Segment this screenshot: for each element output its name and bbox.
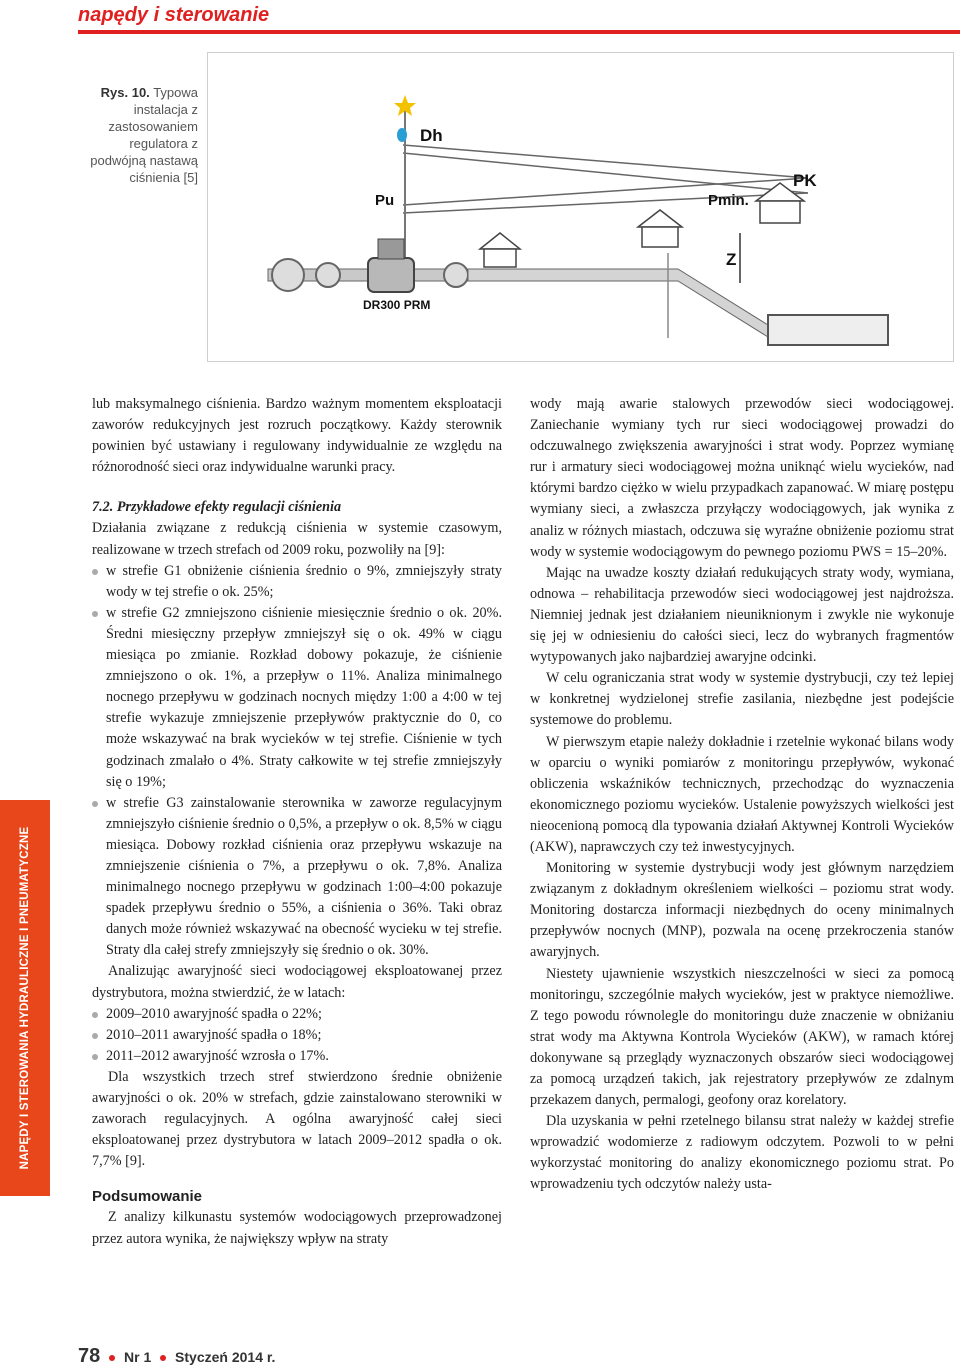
- header-rule: [78, 30, 960, 34]
- bullet-dot-icon: [160, 1355, 166, 1361]
- issue-number: Nr 1: [124, 1349, 152, 1365]
- list-item: w strefie G2 zmniejszono ciśnienie miesięcznie średnio o ok. 20%. Średni miesięczny przepływ zmniejszył się o ok. 49% w ciągu miesiąca po zmianie. Rozkład dobowy pokazuje, że ciśnienie zmniejszono o ok. 1%, a przepływ o 11%. Analiza minimalnego nocnego przepływu w godzinach nocnych między 1:00 a 4:00 w tej strefie wykazuje zmniejszenie przepływów praktycznie do 0, co może wskazywać na brak wycieków w tej strefie. Ciśnienie w tych godzinach zmalało o 4%. Straty całkowite w tej strefie zmniejszyły się o 19%;: [92, 603, 502, 793]
- summary-title: Podsumowanie: [92, 1188, 203, 1206]
- list-item: w strefie G3 zainstalowanie sterownika w zaworze regulacyjnym zmniejszyło ciśnienie średnio o 0,5%, a przepływ o ok. 8,5% w ciągu miesiąca. Dobowy rozkład ciśnienia oraz przepływu wskazuje na zmniejszenie ciśnienia o 7%, a przepływu o ok. 7,8%. Analiza minimalnego nocnego przepływu w godzinach 1:00–4:00 pokazuje spadek przepływu średnio o 55%, a ciśnienia o 36%. Taki obraz danych może również wskazywać na obecność wycieku w tej strefie. Straty dla całej strefy zmniejszyły się średnio o ok. 30%.: [92, 793, 502, 962]
- tank: [768, 315, 888, 345]
- left-paragraph-5: Z analizy kilkunastu systemów wodociągowych przeprowadzonej przez autora wynika, że największy wpływ na straty: [92, 1209, 502, 1247]
- right-paragraph-7: Dla uzyskania w pełni rzetelnego bilansu strat należy w każdej strefie wprowadzić wodomierze z radiowym odczytem. Pozwoli to w pełni wykorzystać monitoring do analizy ekonomicznego poziomu strat. Po wprowadzeniu tych odczytów należy usta-: [530, 1113, 954, 1193]
- label-pmin: Pmin.: [708, 192, 749, 209]
- right-paragraph-5: Monitoring w systemie dystrybucji wody jest głównym narzędziem związanym z dokładnym określeniem wielkości – poziomu strat wody. Monitoring dostarcza informacji niezbędnych do oceny minimalnych przepływów nocnych (MNP), pozwala na ocenę przekroczenia stanów awaryjnych.: [530, 860, 954, 961]
- installation-diagram: [208, 53, 953, 361]
- figure-diagram: [207, 52, 954, 362]
- right-paragraph-3: W celu ograniczania strat wody w systemie dystrybucji, czy też lepiej w konkretnej wydzielonej strefie zasilania, niezbędne jest podejście systemowe do problemu.: [530, 670, 954, 729]
- pipe-flange-right: [444, 263, 468, 287]
- sidebar-text: NAPĘDY I STEROWANIA HYDRAULICZNE I PNEUMATYCZNE: [19, 826, 31, 1170]
- left-paragraph-4: Dla wszystkich trzech stref stwierdzono średnie obniżenie awaryjności o ok. 20% w strefach, gdzie zainstalowano sterowniki w zaworach regulacyjnych. A ogólna awaryjność całej sieci eksploatowanej przez dystrybutora w latach 2009–2012 spadła o ok. 7,7% [9].: [92, 1068, 502, 1170]
- issue-date: Styczeń 2014 r.: [175, 1349, 276, 1365]
- label-valve: DR300 PRM: [363, 298, 431, 312]
- right-paragraph-4: W pierwszym etapie należy dokładnie i rzetelnie wykonać bilans wody w oparciu o wyniki pomiarów z monitoringu przepływów, wykonać obliczenia wskaźników technicznych, przechodząc do wyznaczenia ekonomicznego poziomu wycieków. Ustalenie powyższych wielkości jest nieocenioną pomocą dla typowania działań Aktywnej Kontroli Wycieków (AKW), naprawczych czy też inwestycyjnych.: [530, 733, 954, 855]
- right-paragraph-6: Niestety ujawnienie wszystkich nieszczelności w sieci za pomocą monitoringu, szczególnie małych wycieków, jest w praktyce niemożliwe. Z tego powodu równolegle do monitoringu duże znaczenie w obniżaniu strat wody ma Aktywna Kontrola Wycieków (AKW), w ramach której dokonywane są przeglądy wyznaczonych obszarów sieci wodociągowej za pomocą urządzeń takich, jak rejestratory przepływów ze zdalnym przekazem danych, permalogi, geofony oraz korelatory.: [530, 965, 954, 1109]
- sloped-pipe: [468, 269, 768, 337]
- list-item: 2011–2012 awaryjność wzrosła o 17%.: [92, 1046, 502, 1067]
- valve-pilot: [378, 239, 404, 259]
- page-footer: [78, 1345, 275, 1368]
- list-item: w strefie G1 obniżenie ciśnienia średnio o 9%, zmniejszyły straty wody w tej strefie o ok. 25%;: [92, 561, 502, 603]
- label-pu: Pu: [375, 192, 395, 209]
- list-item: 2010–2011 awaryjność spadła o 18%;: [92, 1025, 502, 1046]
- left-paragraph-1: lub maksymalnego ciśnienia. Bardzo ważnym momentem eksploatacji zaworów redukcyjnych jest rozruch początkowy. Każdy sterownik powinien być ustawiany i regulowany indywidualnie ze względu na różnorodność sieci oraz indywidualne warunki pracy.: [92, 396, 502, 476]
- failure-rate-list: [92, 1004, 502, 1067]
- section-title: 7.2. Przykładowe efekty regulacji ciśnienia: [92, 499, 342, 516]
- left-paragraph-3: Analizując awaryjność sieci wodociągowej eksploatowanej przez dystrybutora, można stwierdzić, że w latach:: [92, 963, 502, 1001]
- figure-caption-text: Typowa instalacja z zastosowaniem regulatora z podwójną nastawą ciśnienia [5]: [90, 85, 198, 185]
- pipe-flange-left: [272, 259, 304, 291]
- label-pk: PK: [793, 171, 817, 190]
- page-header: [0, 0, 960, 36]
- list-item: 2009–2010 awaryjność spadła o 22%;: [92, 1004, 502, 1025]
- bullet-dot-icon: [109, 1355, 115, 1361]
- pipe-flange: [316, 263, 340, 287]
- right-paragraph-2: Mając na uwadze koszty działań redukujących straty wody, wymiana, odnowa – rehabilitacja przewodów sieci wodociągowej jest najdroższa. Niemniej jednak jest działaniem nieuniknionym i zwykle nie wykonuje się jej w odniesieniu do całości sieci, lecz do wybranych fragmentów wytypowanych jako najbardziej awaryjne odcinki.: [530, 564, 954, 666]
- left-column: [92, 394, 502, 1250]
- label-dh: Dh: [420, 126, 443, 145]
- left-paragraph-2: Działania związane z redukcją ciśnienia w systemie czasowym, realizowane w trzech strefach od 2009 roku, pozwoliły na [9]:: [92, 520, 502, 558]
- water-drop-icon: [397, 128, 407, 142]
- house-2: [638, 210, 682, 247]
- zone-results-list: [92, 561, 502, 962]
- section-header-title: napędy i sterowanie: [78, 4, 270, 26]
- valve-body: [368, 258, 414, 292]
- right-paragraph-1: wody mają awarie stalowych przewodów sieci wodociągowej. Zaniechanie wymiany tych rur sieci wodociągowej prowadzi do odczuwalnego zwiększenia awaryjności i strat wody. Poprzez wymianę rur i armatury sieci wodociągowej można uniknąć wielu wycieków, nad którymi bardzo ciężko w wielu przypadkach zapanować. W miarę postępu wymiany sieci, a zwłaszcza przyłączy wodociągowych, jak wynika z analiz w różnych miastach, odczuwa się wyraźne obniżenie poziomu strat wody w systemie wodociągowym do pewnego poziomu PWS = 15–20%.: [530, 396, 954, 560]
- figure-caption-label: Rys. 10.: [100, 85, 150, 100]
- page-number: 78: [78, 1345, 101, 1367]
- house-1: [480, 233, 520, 267]
- figure-caption: [82, 84, 198, 186]
- right-column: [530, 394, 954, 1196]
- label-z: Z: [726, 250, 737, 269]
